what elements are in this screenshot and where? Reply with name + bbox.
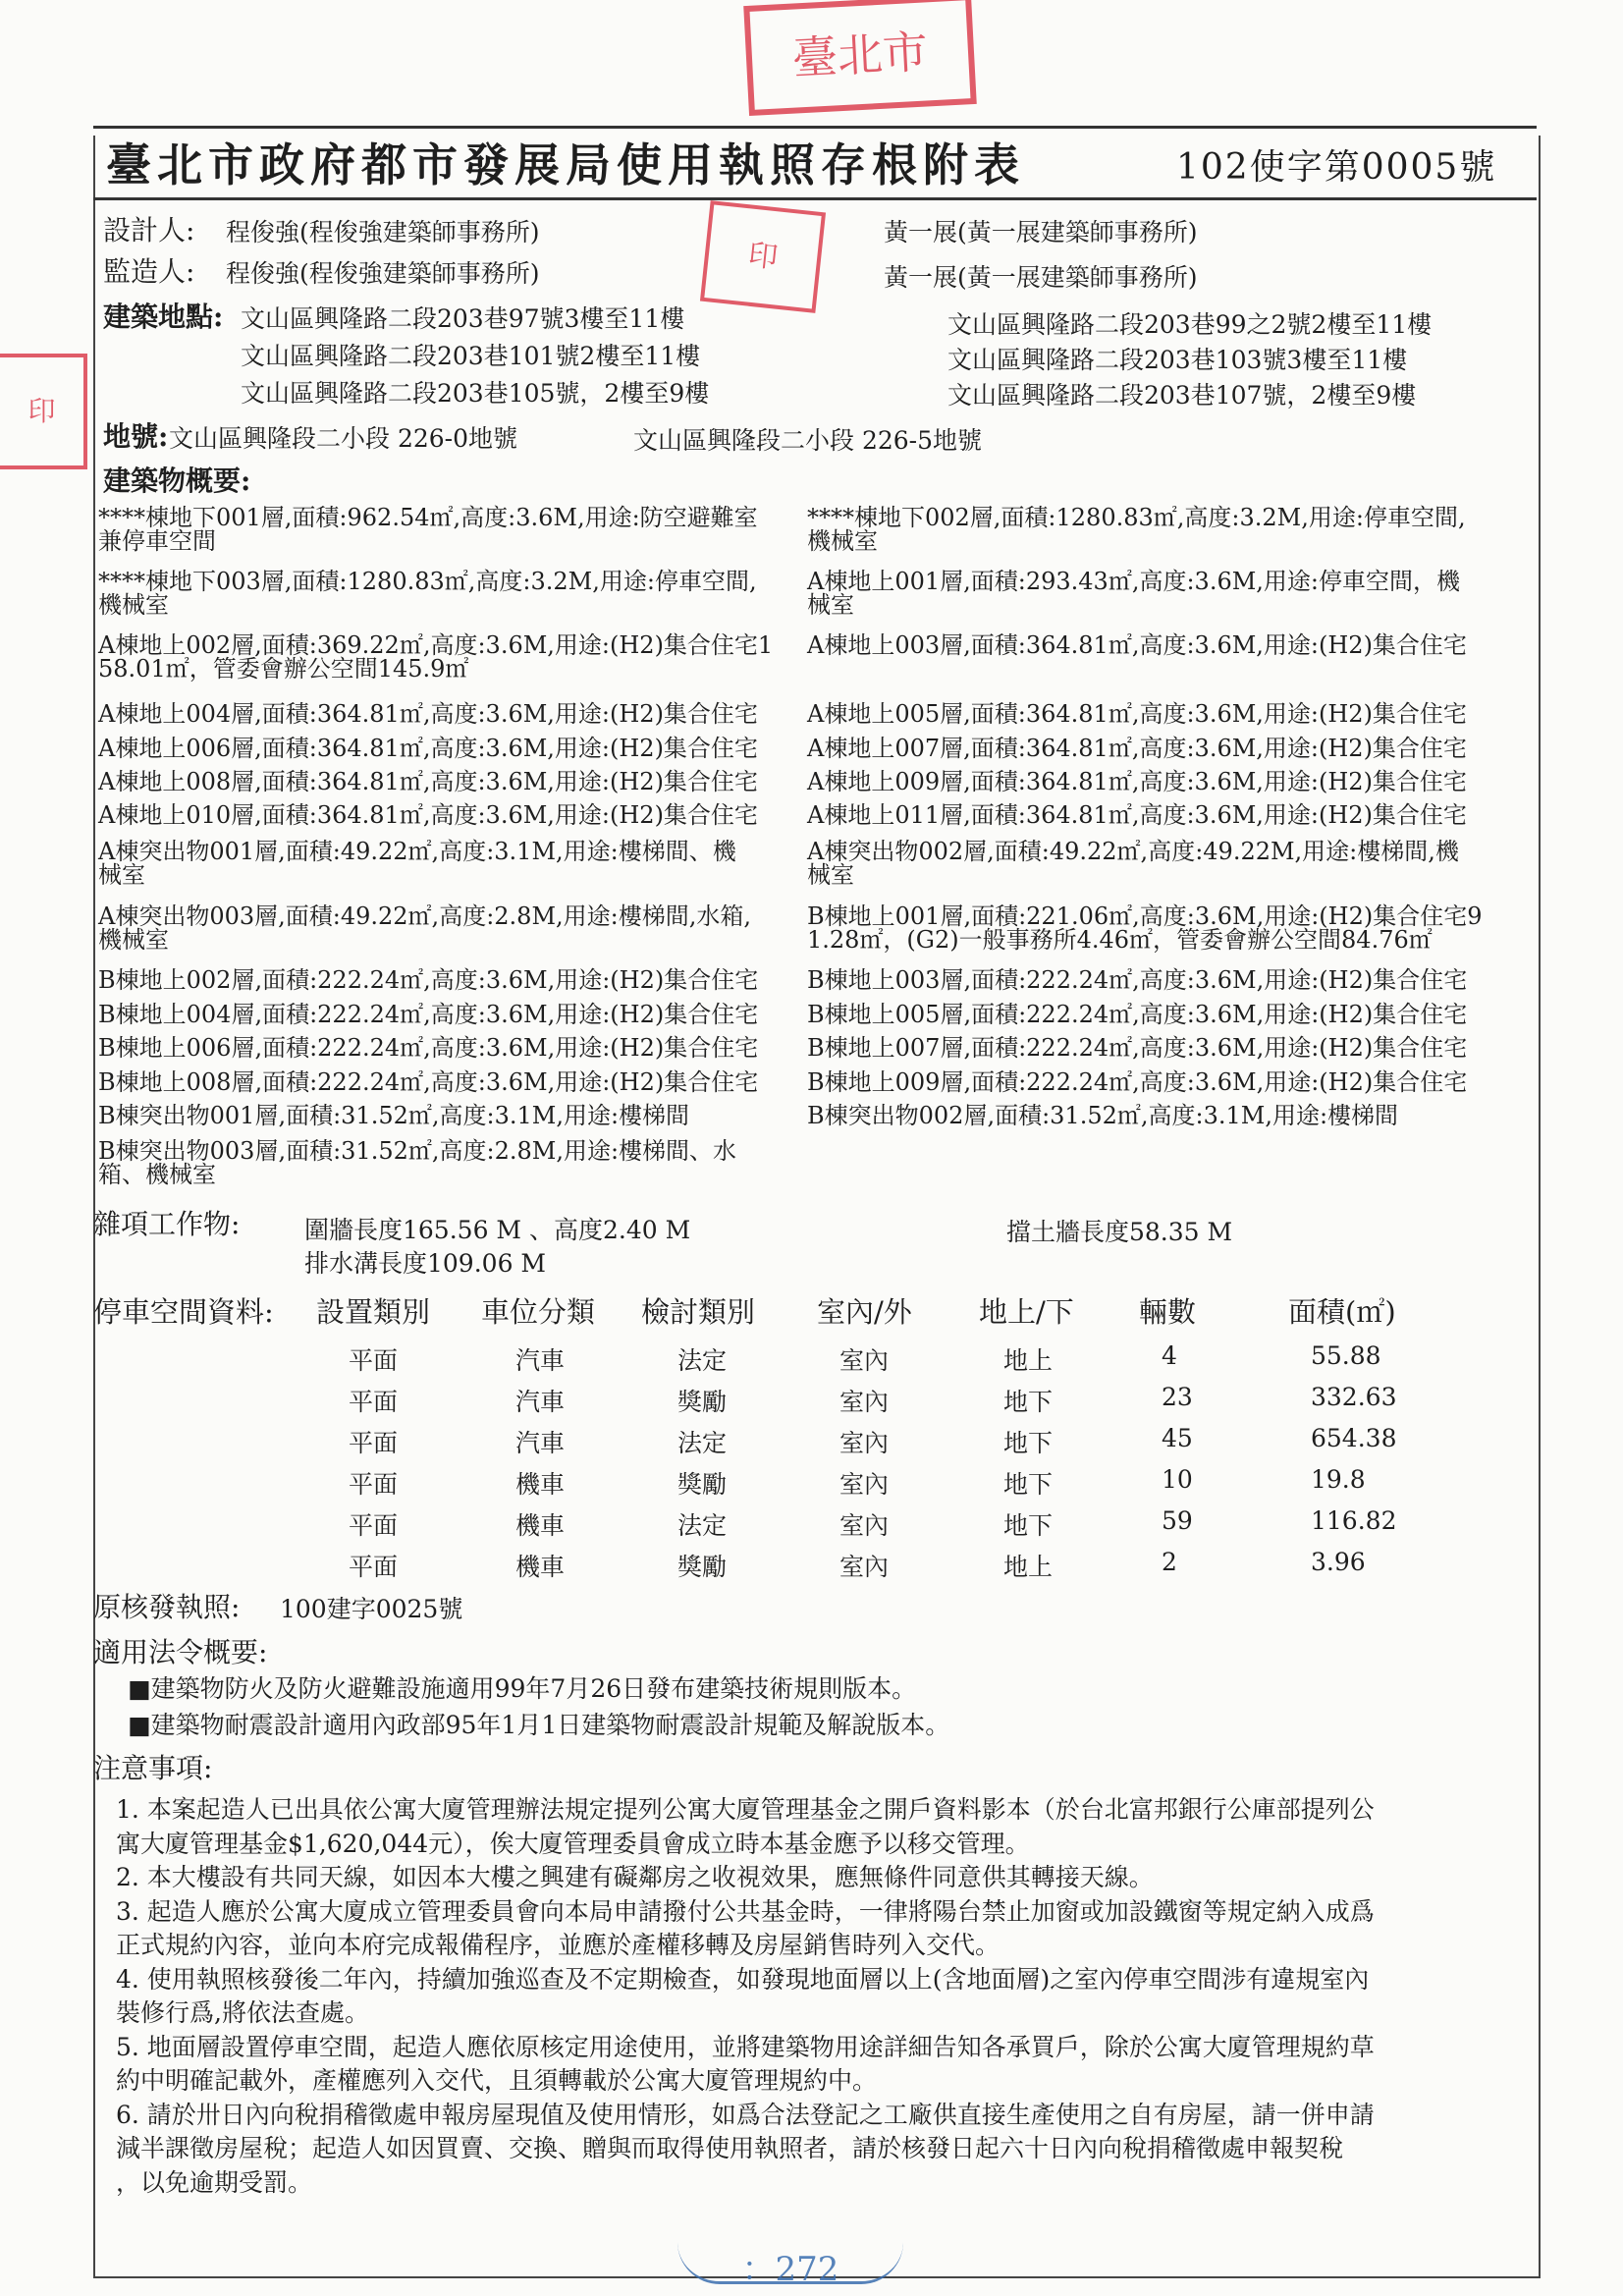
site-label: 建築地點: xyxy=(103,301,224,333)
official-seal-top: 臺北市 xyxy=(743,0,977,116)
overview-left-line: 機械室 xyxy=(98,591,169,619)
overview-right-line: B棟地上005層,面積:222.24㎡,高度:3.6M,用途:(H2)集合住宅 xyxy=(807,1001,1468,1028)
law-item-1: ■建築物防火及防火避難設施適用99年7月26日發布建築技術規則版本。 xyxy=(128,1674,917,1703)
overview-right-line: A棟地上009層,面積:364.81㎡,高度:3.6M,用途:(H2)集合住宅 xyxy=(807,768,1467,795)
parking-table-cell: 332.63 xyxy=(1311,1383,1397,1411)
parking-table-cell: 機車 xyxy=(515,1553,566,1581)
notes-line: ，以免逾期受罰。 xyxy=(116,2167,313,2197)
overview-left-line: B棟地上002層,面積:222.24㎡,高度:3.6M,用途:(H2)集合住宅 xyxy=(98,966,759,994)
parking-table-cell: 23 xyxy=(1162,1383,1193,1411)
permit-number: 102使字第0005號 xyxy=(1176,147,1497,188)
parking-table-cell: 法定 xyxy=(677,1429,728,1457)
parking-table-cell: 室內 xyxy=(839,1511,890,1540)
notes-line: 1. 本案起造人已出具依公寓大廈管理辦法規定提列公寓大廈管理基金之開戶資料影本（於台北富邦銀行公庫部提列公 xyxy=(116,1795,1375,1824)
parking-table-cell: 地下 xyxy=(1003,1470,1054,1499)
overview-left-line: B棟突出物001層,面積:31.52㎡,高度:3.1M,用途:樓梯間 xyxy=(98,1102,690,1129)
parking-table-cell: 法定 xyxy=(677,1511,728,1540)
parking-table-cell: 機車 xyxy=(515,1470,566,1499)
site-left-1: 文山區興隆路二段203巷97號3樓至11樓 xyxy=(241,304,685,333)
parking-table-cell: 地下 xyxy=(1003,1511,1054,1540)
overview-right-line: B棟突出物002層,面積:31.52㎡,高度:3.1M,用途:樓梯間 xyxy=(807,1102,1399,1129)
notes-label: 注意事項: xyxy=(93,1752,213,1784)
parking-header-cell: 室內/外 xyxy=(817,1295,912,1329)
overview-left-line: A棟地上010層,面積:364.81㎡,高度:3.6M,用途:(H2)集合住宅 xyxy=(98,801,758,829)
overview-right-line: 1.28㎡，(G2)一般事務所4.46㎡，管委會辦公空間84.76㎡ xyxy=(807,926,1433,954)
supervisor-value-2: 黃一展(黃一展建築師事務所) xyxy=(884,263,1198,292)
parking-label: 停車空間資料: xyxy=(93,1295,274,1329)
notes-line: 3. 起造人應於公寓大廈成立管理委員會向本局申請撥付公共基金時，一律將陽台禁止加窗或加設鐵窗等規定納入成爲 xyxy=(116,1896,1375,1926)
overview-left-line: A棟地上008層,面積:364.81㎡,高度:3.6M,用途:(H2)集合住宅 xyxy=(98,768,758,795)
parking-table-cell: 45 xyxy=(1162,1424,1193,1452)
parking-table-cell: 獎勵 xyxy=(677,1553,728,1581)
site-right-1: 文山區興隆路二段203巷99之2號2樓至11樓 xyxy=(947,310,1433,339)
misc-item-1: 圍牆長度165.56 M 、高度2.40 M xyxy=(304,1216,691,1244)
overview-right-line: ****棟地下002層,面積:1280.83㎡,高度:3.2M,用途:停車空間, xyxy=(807,504,1466,531)
law-label: 適用法令概要: xyxy=(93,1636,268,1668)
overview-label: 建築物概要: xyxy=(103,465,251,497)
parking-table-cell: 116.82 xyxy=(1311,1506,1397,1535)
notes-line: 約中明確記載外，產權應列入交代，且須轉載於公寓大廈管理規約中。 xyxy=(116,2066,878,2095)
overview-right-line: B棟地上003層,面積:222.24㎡,高度:3.6M,用途:(H2)集合住宅 xyxy=(807,966,1468,994)
overview-left-line: A棟地上002層,面積:369.22㎡,高度:3.6M,用途:(H2)集合住宅1 xyxy=(98,631,774,659)
original-permit-value: 100建字0025號 xyxy=(280,1595,463,1623)
parking-table-cell: 平面 xyxy=(349,1553,399,1581)
parking-table-cell: 汽車 xyxy=(515,1388,566,1416)
parking-table-cell: 59 xyxy=(1162,1506,1193,1535)
overview-left-line: A棟突出物003層,面積:49.22㎡,高度:2.8M,用途:樓梯間,水箱, xyxy=(98,902,751,930)
parking-table-cell: 地下 xyxy=(1003,1388,1054,1416)
overview-left-line: B棟地上008層,面積:222.24㎡,高度:3.6M,用途:(H2)集合住宅 xyxy=(98,1068,759,1096)
overview-left-line: 械室 xyxy=(98,861,145,889)
overview-right-line: 機械室 xyxy=(807,527,878,555)
notes-line: 裝修行爲,將依法查處。 xyxy=(116,1998,369,2027)
parking-table-cell: 獎勵 xyxy=(677,1388,728,1416)
overview-right-line: A棟突出物002層,面積:49.22㎡,高度:49.22M,用途:樓梯間,機 xyxy=(807,838,1459,865)
site-right-3: 文山區興隆路二段203巷107號，2樓至9樓 xyxy=(947,381,1417,410)
designer-value-1: 程俊強(程俊強建築師事務所) xyxy=(226,218,540,246)
overview-left-line: A棟地上004層,面積:364.81㎡,高度:3.6M,用途:(H2)集合住宅 xyxy=(98,700,758,728)
overview-left-line: A棟突出物001層,面積:49.22㎡,高度:3.1M,用途:樓梯間、機 xyxy=(98,838,736,865)
misc-item-3: 擋土牆長度58.35 M xyxy=(1006,1218,1233,1246)
notes-line: 寓大廈管理基金$1,620,044元），俟大廈管理委員會成立時本基金應予以移交管理。 xyxy=(116,1829,1030,1858)
notes-line: 4. 使用執照核發後二年內，持續加強巡查及不定期檢查，如發現地面層以上(含地面層)之室內停車空間涉有違規室內 xyxy=(116,1964,1370,1994)
parking-table-cell: 獎勵 xyxy=(677,1470,728,1499)
parking-table-cell: 室內 xyxy=(839,1346,890,1375)
site-left-3: 文山區興隆路二段203巷105號，2樓至9樓 xyxy=(241,379,710,408)
overview-left-line: B棟地上004層,面積:222.24㎡,高度:3.6M,用途:(H2)集合住宅 xyxy=(98,1001,759,1028)
supervisor-value-1: 程俊強(程俊強建築師事務所) xyxy=(226,259,540,288)
parking-table-cell: 汽車 xyxy=(515,1346,566,1375)
parking-table-cell: 55.88 xyxy=(1311,1341,1381,1370)
overview-right-line: A棟地上005層,面積:364.81㎡,高度:3.6M,用途:(H2)集合住宅 xyxy=(807,700,1467,728)
notes-line: 正式規約內容，並向本府完成報備程序，並應於產權移轉及房屋銷售時列入交代。 xyxy=(116,1931,1001,1959)
lot-label: 地號: xyxy=(103,420,169,453)
parking-table-cell: 室內 xyxy=(839,1470,890,1499)
overview-left-line: ****棟地下001層,面積:962.54㎡,高度:3.6M,用途:防空避難室 xyxy=(98,504,758,531)
notes-line: 2. 本大樓設有共同天線，如因本大樓之興建有礙鄰房之收視效果，應無條件同意供其轉接天線。 xyxy=(116,1863,1154,1891)
overview-right-line: B棟地上007層,面積:222.24㎡,高度:3.6M,用途:(H2)集合住宅 xyxy=(807,1034,1468,1062)
overview-right-line: 械室 xyxy=(807,591,854,619)
parking-header-cell: 設置類別 xyxy=(316,1295,431,1329)
misc-item-2: 排水溝長度109.06 M xyxy=(304,1249,547,1278)
overview-right-line: A棟地上007層,面積:364.81㎡,高度:3.6M,用途:(H2)集合住宅 xyxy=(807,735,1467,762)
parking-table-cell: 法定 xyxy=(677,1346,728,1375)
misc-label: 雜項工作物: xyxy=(93,1208,241,1240)
overview-left-line: 兼停車空間 xyxy=(98,527,216,555)
parking-table-cell: 10 xyxy=(1162,1465,1193,1494)
law-item-2: ■建築物耐震設計適用內政部95年1月1日建築物耐震設計規範及解說版本。 xyxy=(128,1711,950,1739)
site-left-2: 文山區興隆路二段203巷101號2樓至11樓 xyxy=(241,342,701,370)
parking-table-cell: 地上 xyxy=(1003,1553,1054,1581)
page-number-stamp: ：272 xyxy=(677,2242,903,2284)
original-permit-label: 原核發執照: xyxy=(93,1591,241,1623)
overview-left-line: B棟地上006層,面積:222.24㎡,高度:3.6M,用途:(H2)集合住宅 xyxy=(98,1034,759,1062)
overview-left-line: ****棟地下003層,面積:1280.83㎡,高度:3.2M,用途:停車空間, xyxy=(98,568,757,595)
parking-header-cell: 檢討類別 xyxy=(641,1295,756,1329)
overview-right-line: A棟地上001層,面積:293.43㎡,高度:3.6M,用途:停車空間，機 xyxy=(807,568,1461,595)
overview-right-line: 械室 xyxy=(807,861,854,889)
notes-line: 6. 請於卅日內向稅捐稽徵處申報房屋現值及使用情形，如爲合法登記之工廠供直接生產使用之自有房屋，請一併申請 xyxy=(116,2100,1375,2129)
overview-right-line: B棟地上009層,面積:222.24㎡,高度:3.6M,用途:(H2)集合住宅 xyxy=(807,1068,1468,1096)
site-right-2: 文山區興隆路二段203巷103號3樓至11樓 xyxy=(947,346,1408,374)
parking-table-cell: 平面 xyxy=(349,1511,399,1540)
parking-table-cell: 機車 xyxy=(515,1511,566,1540)
parking-table-cell: 平面 xyxy=(349,1429,399,1457)
notes-line: 5. 地面層設置停車空間，起造人應依原核定用途使用，並將建築物用途詳細告知各承買戶，除於公寓大廈管理規約草 xyxy=(116,2032,1375,2061)
overview-left-line: 58.01㎡，管委會辦公空間145.9㎡ xyxy=(98,655,469,683)
parking-table-cell: 平面 xyxy=(349,1470,399,1499)
parking-table-cell: 19.8 xyxy=(1311,1465,1366,1494)
overview-left-line: 機械室 xyxy=(98,926,169,954)
lot-value-2: 文山區興隆段二小段 226-5地號 xyxy=(633,426,983,455)
official-seal-left: 印 xyxy=(0,354,87,469)
overview-left-line: 箱、機械室 xyxy=(98,1161,216,1188)
overview-left-line: B棟突出物003層,面積:31.52㎡,高度:2.8M,用途:樓梯間、水 xyxy=(98,1137,737,1165)
parking-table-cell: 室內 xyxy=(839,1553,890,1581)
designer-label: 設計人: xyxy=(103,214,195,246)
overview-right-line: A棟地上011層,面積:364.81㎡,高度:3.6M,用途:(H2)集合住宅 xyxy=(807,801,1467,829)
parking-header-cell: 面積(㎡) xyxy=(1288,1295,1396,1329)
parking-table-cell: 平面 xyxy=(349,1346,399,1375)
official-seal-middle: 印 xyxy=(700,200,826,313)
designer-value-2: 黃一展(黃一展建築師事務所) xyxy=(884,218,1198,246)
notes-line: 減半課徵房屋稅；起造人如因買賣、交換、贈與而取得使用執照者，請於核發日起六十日內向稅捐稽徵處申報契稅 xyxy=(116,2134,1344,2162)
parking-table-cell: 654.38 xyxy=(1311,1424,1397,1452)
document-title: 臺北市政府都市發展局使用執照存根附表 xyxy=(106,138,1025,191)
parking-table-cell: 室內 xyxy=(839,1429,890,1457)
supervisor-label: 監造人: xyxy=(103,255,195,288)
overview-left-line: A棟地上006層,面積:364.81㎡,高度:3.6M,用途:(H2)集合住宅 xyxy=(98,735,758,762)
overview-right-line: A棟地上003層,面積:364.81㎡,高度:3.6M,用途:(H2)集合住宅 xyxy=(807,631,1467,659)
parking-header-cell: 輛數 xyxy=(1139,1295,1197,1329)
parking-table-cell: 3.96 xyxy=(1311,1548,1366,1576)
parking-table-cell: 汽車 xyxy=(515,1429,566,1457)
overview-right-line: B棟地上001層,面積:221.06㎡,高度:3.6M,用途:(H2)集合住宅9 xyxy=(807,902,1483,930)
parking-table-cell: 2 xyxy=(1162,1548,1177,1576)
parking-table-cell: 室內 xyxy=(839,1388,890,1416)
parking-header-cell: 地上/下 xyxy=(979,1295,1074,1329)
parking-table-cell: 平面 xyxy=(349,1388,399,1416)
parking-table-cell: 地下 xyxy=(1003,1429,1054,1457)
lot-value-1: 文山區興隆段二小段 226-0地號 xyxy=(169,424,518,453)
parking-header-cell: 車位分類 xyxy=(481,1295,596,1329)
parking-table-cell: 地上 xyxy=(1003,1346,1054,1375)
parking-table-cell: 4 xyxy=(1162,1341,1177,1370)
